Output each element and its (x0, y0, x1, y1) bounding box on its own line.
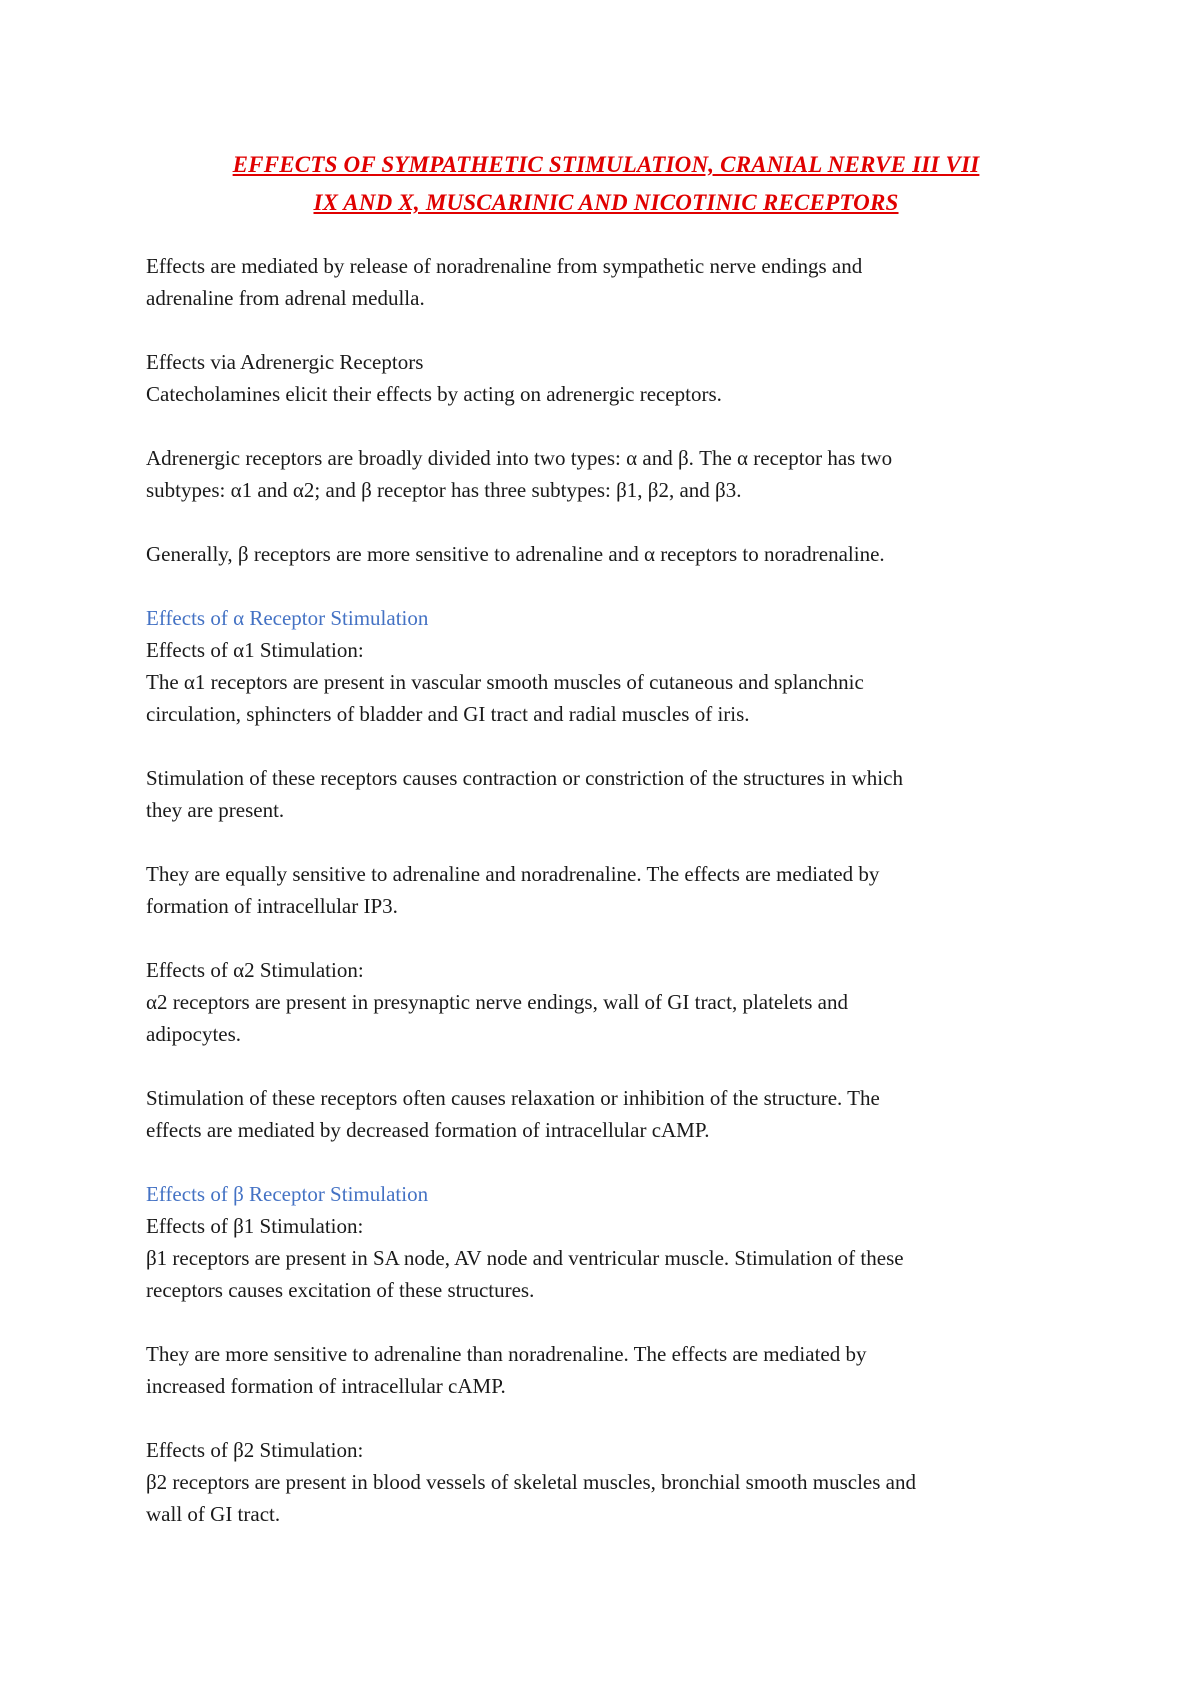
section-heading-beta: Effects of β Receptor Stimulation (146, 1182, 429, 1206)
section-alpha-stimulation (146, 602, 1066, 730)
text-line: Effects are mediated by release of noradrenaline from sympathetic nerve endings and (146, 254, 863, 278)
text-line: α2 receptors are present in presynaptic nerve endings, wall of GI tract, platelets and (146, 990, 848, 1014)
paragraph-alpha1-mediation (146, 858, 1066, 922)
section-heading-alpha: Effects of α Receptor Stimulation (146, 606, 429, 630)
text-line: Adrenergic receptors are broadly divided into two types: α and β. The α receptor has two (146, 446, 893, 470)
text-line: circulation, sphincters of bladder and GI tract and radial muscles of iris. (146, 702, 750, 726)
document-page (146, 146, 1066, 1562)
text-line: Generally, β receptors are more sensitive to adrenaline and α receptors to noradrenaline. (146, 542, 885, 566)
text-line: Effects of β1 Stimulation: (146, 1214, 364, 1238)
document-body (146, 250, 1066, 1530)
text-line: Effects of α1 Stimulation: (146, 638, 364, 662)
text-line: increased formation of intracellular cAMP. (146, 1374, 506, 1398)
text-line: receptors causes excitation of these structures. (146, 1278, 535, 1302)
text-line: Stimulation of these receptors causes contraction or constriction of the structures in which (146, 766, 903, 790)
text-line: effects are mediated by decreased formation of intracellular cAMP. (146, 1118, 710, 1142)
paragraph-intro (146, 250, 1066, 314)
paragraph-adrenergic-receptors (146, 346, 1066, 410)
text-line: formation of intracellular IP3. (146, 894, 398, 918)
text-line: adrenaline from adrenal medulla. (146, 286, 425, 310)
paragraph-alpha2-effects (146, 1082, 1066, 1146)
text-line: Effects of β2 Stimulation: (146, 1438, 364, 1462)
text-line: wall of GI tract. (146, 1502, 281, 1526)
paragraph-beta2-stimulation (146, 1434, 1066, 1530)
paragraph-alpha1-effects (146, 762, 1066, 826)
title-line-1: EFFECTS OF SYMPATHETIC STIMULATION, CRANIAL NERVE III VII (232, 152, 980, 177)
text-line: subtypes: α1 and α2; and β receptor has three subtypes: β1, β2, and β3. (146, 478, 742, 502)
paragraph-alpha2-stimulation (146, 954, 1066, 1050)
text-line: they are present. (146, 798, 285, 822)
title-line-2: IX AND X, MUSCARINIC AND NICOTINIC RECEPTORS (313, 190, 899, 215)
text-line: β1 receptors are present in SA node, AV node and ventricular muscle. Stimulation of these (146, 1246, 904, 1270)
text-line: They are more sensitive to adrenaline than noradrenaline. The effects are mediated by (146, 1342, 867, 1366)
text-line: Stimulation of these receptors often causes relaxation or inhibition of the structure. The (146, 1086, 880, 1110)
text-line: They are equally sensitive to adrenaline and noradrenaline. The effects are mediated by (146, 862, 880, 886)
paragraph-beta1-mediation (146, 1338, 1066, 1402)
text-line: adipocytes. (146, 1022, 242, 1046)
section-beta-stimulation (146, 1178, 1066, 1306)
text-line: Effects of α2 Stimulation: (146, 958, 364, 982)
text-line: Effects via Adrenergic Receptors (146, 350, 424, 374)
text-line: The α1 receptors are present in vascular smooth muscles of cutaneous and splanchnic (146, 670, 864, 694)
paragraph-receptor-types (146, 442, 1066, 506)
text-line: β2 receptors are present in blood vessels of skeletal muscles, bronchial smooth muscles and (146, 1470, 916, 1494)
document-title (146, 146, 1066, 222)
paragraph-sensitivity (146, 538, 1066, 570)
text-line: Catecholamines elicit their effects by acting on adrenergic receptors. (146, 382, 722, 406)
